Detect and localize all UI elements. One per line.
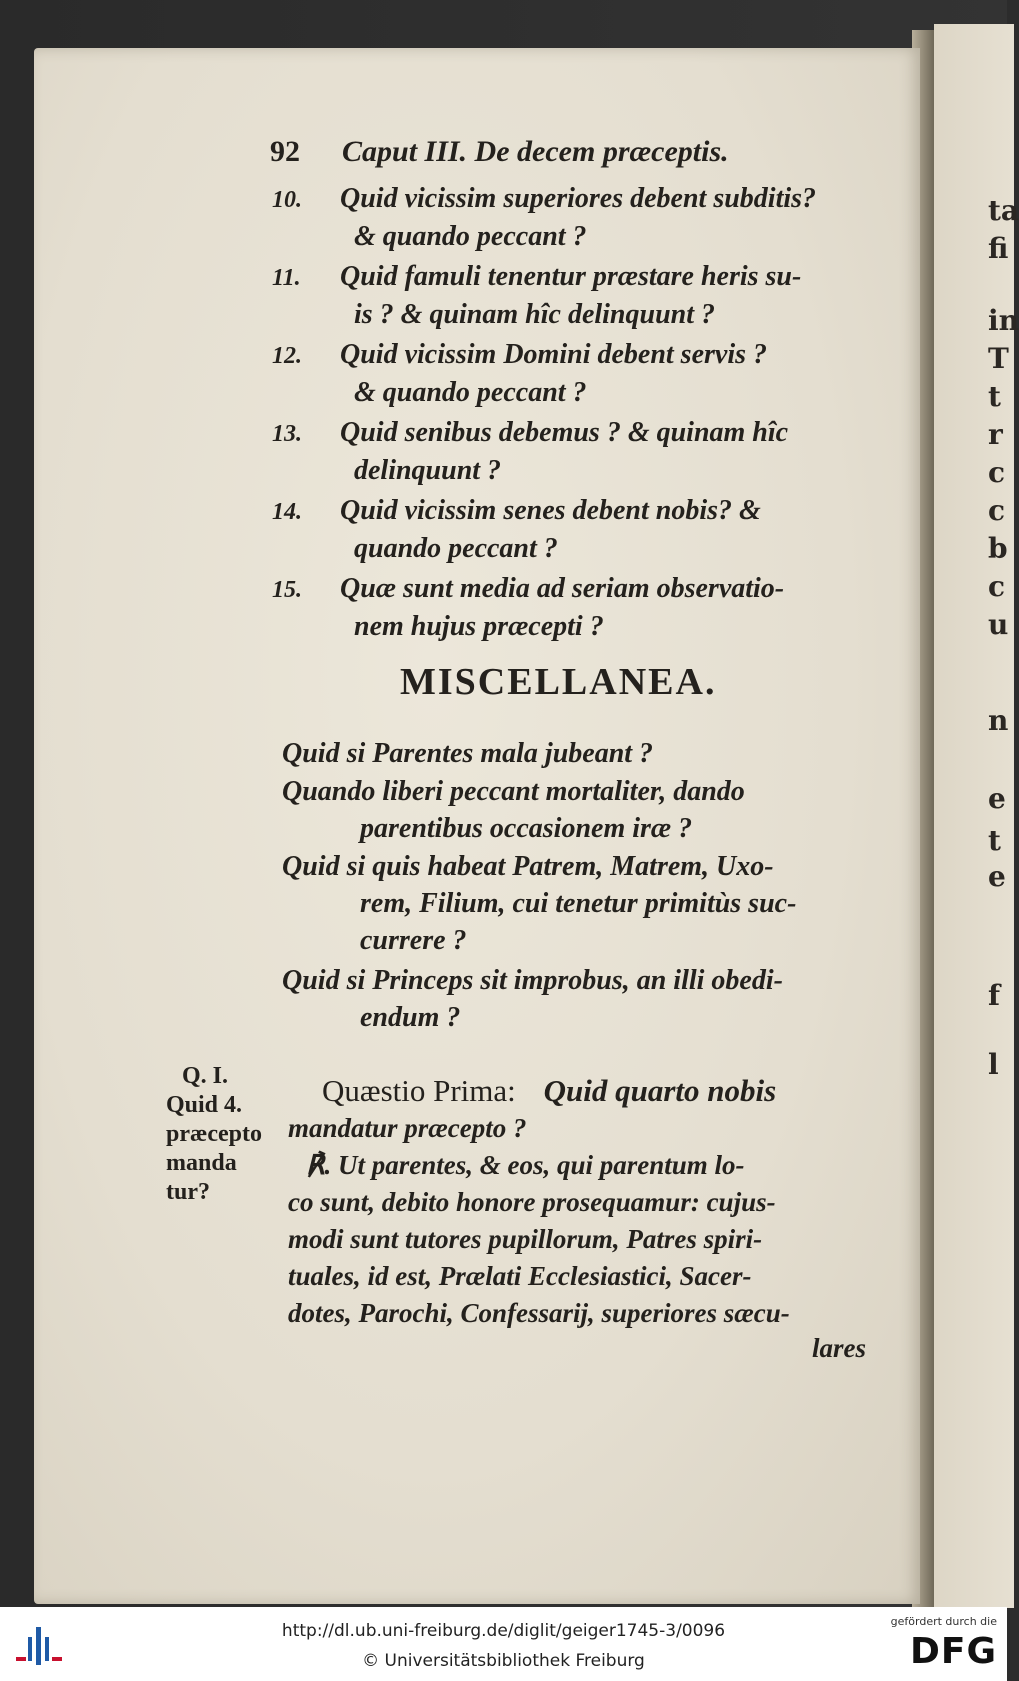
facing-page-fragment: in (988, 304, 1019, 337)
facing-page-fragment: e (988, 860, 1006, 893)
facing-page-fragment: ta (988, 194, 1019, 227)
facing-page-fragment: c (988, 456, 1006, 489)
margin-note (166, 1062, 262, 1207)
margin-note-line: præcepto (166, 1121, 262, 1147)
facing-page-fragment: T (988, 342, 1009, 375)
question-continuation: is ? & quinam hîc delinquunt ? (354, 299, 715, 330)
facing-page-fragment: c (988, 570, 1006, 603)
margin-note-line: Q. I. (182, 1063, 229, 1089)
question-number: 12. (272, 343, 302, 369)
miscellanea-line: Quid si Princeps sit improbus, an illi obedi- (282, 965, 783, 996)
facing-page-fragment: f (988, 979, 1001, 1012)
viewer-footer (0, 1607, 1007, 1681)
margin-note-line: tur? (166, 1179, 210, 1205)
question-continuation: quando peccant ? (354, 533, 558, 564)
question-text: Quid famuli tenentur præstare heris su- (340, 261, 802, 292)
miscellanea-line: currere ? (360, 925, 467, 956)
copyright-notice: © Universitätsbibliothek Freiburg (362, 1651, 645, 1671)
miscellanea-line: Quid si quis habeat Patrem, Matrem, Uxo- (282, 851, 774, 882)
answer-line: modi sunt tutores pupillorum, Patres spiri- (288, 1224, 763, 1254)
question-text: Quid vicissim senes debent nobis? & (340, 495, 761, 526)
question-number: 13. (272, 421, 302, 447)
quaestio-question-continuation: mandatur præcepto ? (288, 1113, 527, 1143)
answer-line: tuales, id est, Prælati Ecclesiastici, Sacer- (288, 1261, 752, 1291)
question-continuation: & quando peccant ? (354, 377, 587, 408)
miscellanea-line: parentibus occasionem iræ ? (360, 813, 693, 844)
running-title: Caput III. De decem præceptis. (342, 135, 729, 168)
catchword: lares (812, 1333, 866, 1363)
question-item (272, 492, 761, 564)
facing-page-fragment: e (988, 782, 1006, 815)
question-text: Quid vicissim superiores debent subditis? (340, 183, 817, 214)
question-continuation: delinquunt ? (354, 455, 502, 486)
question-text: Quid vicissim Domini debent servis ? (340, 339, 767, 370)
margin-note-line: manda (166, 1150, 237, 1176)
question-item (272, 336, 767, 408)
section-heading: MISCELLANEA. (400, 661, 717, 703)
miscellanea-item (282, 735, 653, 772)
miscellanea-line: Quando liberi peccant mortaliter, dando (282, 776, 745, 807)
quaestio-heading (322, 1072, 776, 1110)
miscellanea-line: Quid si Parentes mala jubeant ? (282, 738, 654, 769)
question-number: 10. (272, 187, 302, 213)
question-number: 11. (272, 265, 301, 291)
question-text: Quæ sunt media ad seriam observatio- (340, 573, 785, 604)
answer-line: dotes, Parochi, Confessarij, superiores sæcu- (288, 1298, 790, 1328)
miscellanea-line: endum ? (360, 1002, 461, 1033)
permalink-url[interactable]: http://dl.ub.uni-freiburg.de/diglit/geiger1745-3/0096 (281, 1621, 726, 1641)
quaestio-question: Quid quarto nobis (543, 1073, 777, 1108)
question-item (272, 258, 802, 330)
facing-page-fragment: c (988, 494, 1006, 527)
margin-note-line: Quid 4. (166, 1092, 243, 1118)
miscellanea-item (282, 848, 797, 956)
answer-line: co sunt, debito honore prosequamur: cujus- (288, 1187, 776, 1217)
question-continuation: & quando peccant ? (354, 221, 587, 252)
facing-page-fragment: t (988, 824, 1001, 857)
question-item (272, 180, 817, 252)
miscellanea-item (282, 962, 783, 1033)
facing-page-edge (934, 24, 1019, 1608)
dfg-logo: DFG (909, 1631, 997, 1672)
question-text: Quid senibus debemus ? & quinam hîc (340, 417, 789, 448)
question-item (272, 414, 789, 486)
question-number: 15. (272, 577, 302, 603)
question-continuation: nem hujus præcepti ? (354, 611, 604, 642)
facing-page-fragment: b (988, 532, 1008, 565)
quaestio-label: Quæstio Prima: (322, 1073, 516, 1108)
facing-page-fragment: u (988, 608, 1009, 641)
page-number: 92 (270, 135, 300, 168)
question-item (272, 570, 785, 642)
running-header (270, 135, 729, 169)
facing-page-fragment: l (988, 1048, 999, 1081)
miscellanea-item (282, 773, 745, 844)
miscellanea-line: rem, Filium, cui tenetur primitùs suc- (360, 888, 797, 919)
question-number: 14. (272, 499, 302, 525)
dfg-caption: gefördert durch die (890, 1615, 997, 1628)
facing-page-fragment: n (988, 704, 1009, 737)
answer-line: ℟. Ut parentes, & eos, qui parentum lo- (306, 1150, 745, 1180)
facing-page-fragment: t (988, 380, 1001, 413)
facing-page-fragment: fi (988, 232, 1009, 265)
facing-page-fragment: r (988, 418, 1003, 451)
